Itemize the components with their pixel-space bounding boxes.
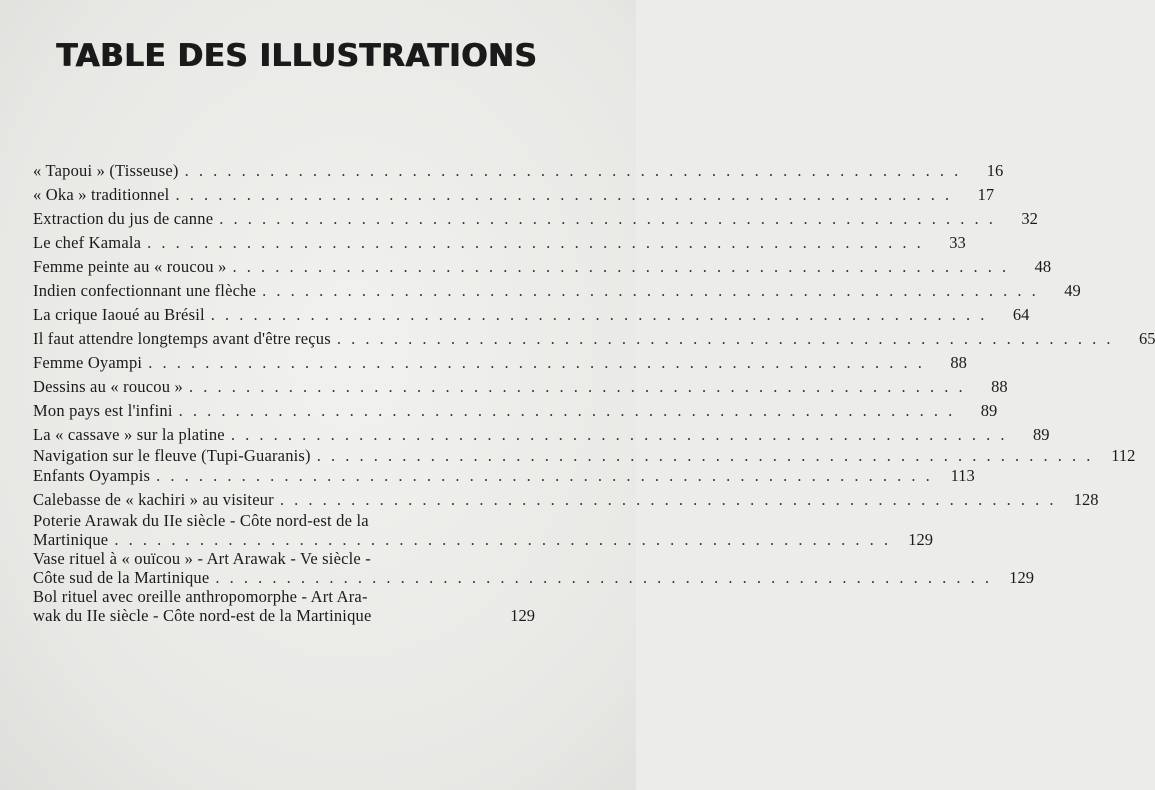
entry-page: 49 — [1064, 281, 1081, 300]
leader-dots: . . . . . . . . . . . . . . . . . . . . . . . . . . . . . . . . . . . . . . . . . . . . . . . . . . . . . . . — [188, 377, 966, 396]
leader-dots: . . . . . . . . . . . . . . . . . . . . . . . . . . . . . . . . . . . . . . . . . . . . . . . . . . . . . . . — [175, 185, 953, 204]
entry-title: La crique Iaoué au Brésil — [33, 305, 205, 324]
leader-dots: . . . . . . . . . . . . . . . . . . . . . . . . . . . . . . . . . . . . . . . . . . . . . . . . . . . . . . . — [114, 530, 891, 549]
list-item — [33, 588, 535, 626]
entry-page: 64 — [1012, 305, 1030, 324]
list-item — [33, 549, 1035, 588]
entry-page: 112 — [1111, 446, 1136, 465]
entry-title: Calebasse de « kachiri » au visiteur — [33, 490, 274, 509]
illustrations-list — [33, 159, 1155, 626]
entry-page: 89 — [1032, 425, 1050, 444]
entry-page: 89 — [980, 401, 998, 420]
leader-dots: . . . . . . . . . . . . . . . . . . . . . . . . . . . . . . . . . . . . . . . . . . . . . . . . . . . . . . . — [156, 466, 933, 485]
entry-page: 129 — [908, 530, 933, 549]
leader-dots: . . . . . . . . . . . . . . . . . . . . . . . . . . . . . . . . . . . . . . . . . . . . . . . . . . . . . . . — [219, 209, 996, 228]
entry-title: Indien confectionnant une flèche — [33, 281, 257, 300]
leader-dots: . . . . . . . . . . . . . . . . . . . . . . . . . . . . . . . . . . . . . . . . . . . . . . . . . . . . . . . — [262, 281, 1039, 300]
entry-title: Femme Oyampi — [33, 353, 143, 372]
entry-title: « Oka » traditionnel — [33, 185, 170, 204]
list-item — [33, 511, 933, 550]
entry-title: Il faut attendre longtemps avant d'être reçus — [33, 329, 331, 348]
list-item — [33, 159, 1004, 183]
list-item — [33, 351, 967, 375]
list-item — [33, 207, 1038, 231]
list-item — [33, 446, 1136, 465]
leader-dots: . . . . . . . . . . . . . . . . . . . . . . . . . . . . . . . . . . . . . . . . . . . . . . . . . . . . . . . — [232, 257, 1010, 276]
entry-page: 33 — [949, 233, 966, 252]
entry-title: Le chef Kamala — [33, 233, 142, 252]
leader-dots: . . . . . . . . . . . . . . . . . . . . . . . . . . . . . . . . . . . . . . . . . . . . . . . . . . . . . . . — [147, 233, 924, 252]
entry-title-continued: Côte sud de la Martinique — [33, 568, 210, 587]
list-item — [33, 399, 998, 423]
list-item — [33, 303, 1030, 327]
leader-dots: . . . . . . . . . . . . . . . . . . . . . . . . . . . . . . . . . . . . . . . . . . . . . . . . . . . . . . . — [279, 490, 1057, 509]
entry-page: 129 — [1009, 568, 1035, 587]
entry-page: 113 — [950, 466, 975, 485]
entry-page: 88 — [950, 353, 967, 372]
list-item — [33, 327, 1155, 351]
leader-dots: . . . . . . . . . . . . . . . . . . . . . . . . . . . . . . . . . . . . . . . . . . . . . . . . . . . . . . . — [316, 446, 1094, 465]
entry-title: Dessins au « roucou » — [33, 377, 183, 396]
leader-dots: . . . . . . . . . . . . . . . . . . . . . . . . . . . . . . . . . . . . . . . . . . . . . . . . . . . . . . . — [178, 401, 956, 420]
page-title: TABLE DES ILLUSTRATIONS — [56, 38, 537, 74]
entry-page: 65 — [1138, 329, 1155, 348]
leader-dots: . . . . . . . . . . . . . . . . . . . . . . . . . . . . . . . . . . . . . . . . . . . . . . . . . . . . . . . — [148, 353, 925, 372]
entry-page: 48 — [1034, 257, 1052, 276]
entry-title: Extraction du jus de canne — [33, 209, 214, 228]
entry-title: Enfants Oyampis — [33, 466, 151, 485]
entry-page: 17 — [977, 185, 995, 204]
list-item — [33, 488, 1099, 512]
entry-page: 88 — [991, 377, 1008, 396]
list-item — [33, 231, 966, 255]
leader-dots: . . . . . . . . . . . . . . . . . . . . . . . . . . . . . . . . . . . . . . . . . . . . . . . . . . . . . . . — [336, 329, 1114, 348]
entry-title: Mon pays est l'infini — [33, 401, 173, 420]
entry-title-continued: wak du IIe siècle - Côte nord-est de la Martinique — [33, 606, 372, 625]
entry-title: Vase rituel à « ouïcou » - Art Arawak - Ve siècle - — [33, 549, 371, 568]
list-item — [33, 375, 1008, 399]
list-item — [33, 279, 1081, 303]
entry-page: 32 — [1021, 209, 1038, 228]
entry-title: Navigation sur le fleuve (Tupi-Guaranis) — [33, 446, 311, 465]
entry-title: Poterie Arawak du IIe siècle - Côte nord-est de la — [33, 511, 369, 530]
leader-dots: . . . . . . . . . . . . . . . . . . . . . . . . . . . . . . . . . . . . . . . . . . . . . . . . . . . . . . . — [215, 568, 993, 587]
list-item — [33, 183, 995, 207]
entry-title-continued: Martinique — [33, 530, 109, 549]
entry-title: La « cassave » sur la platine — [33, 425, 225, 444]
leader-dots: . . . . . . . . . . . . . . . . . . . . . . . . . . . . . . . . . . . . . . . . . . . . . . . . . . . . . . . — [230, 425, 1008, 444]
list-item — [33, 255, 1052, 279]
leader-dots: . . . . . . . . . . . . . . . . . . . . . . . . . . . . . . . . . . . . . . . . . . . . . . . . . . . . . . . — [184, 161, 962, 180]
entry-title: Bol rituel avec oreille anthropomorphe - Art Ara- — [33, 587, 368, 606]
list-item — [33, 423, 1050, 447]
entry-page: 128 — [1073, 490, 1099, 509]
entry-page: 16 — [986, 161, 1004, 180]
leader-dots: . . . . . . . . . . . . . . . . . . . . . . . . . . . . . . . . . . . . . . . . . . . . . . . . . . . . . . . — [210, 305, 988, 324]
list-item — [33, 464, 975, 488]
entry-title: « Tapoui » (Tisseuse) — [33, 161, 179, 180]
entry-page: 129 — [510, 606, 535, 625]
entry-title: Femme peinte au « roucou » — [33, 257, 227, 276]
